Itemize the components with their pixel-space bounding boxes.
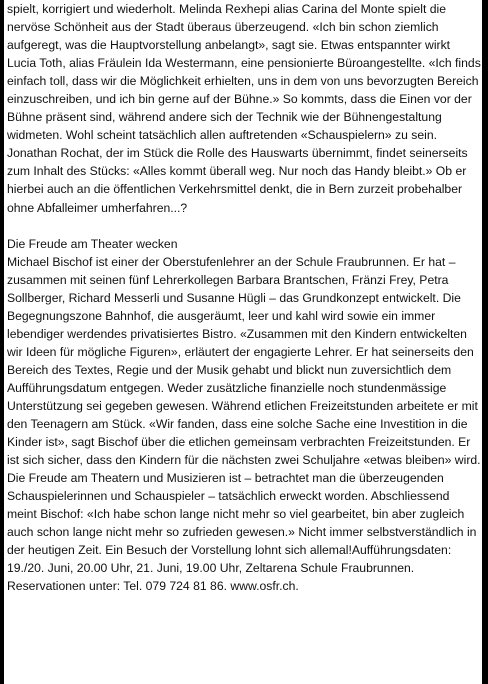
section-subheading: Die Freude am Theater wecken — [7, 236, 178, 251]
document-page — [4, 0, 482, 684]
paragraph-spacer — [7, 217, 482, 235]
article-paragraph-2: Michael Bischof ist einer der Oberstufenlehrer an der Schule Fraubrunnen. Er hat – zusammen mit seinen fünf Lehrerkollegen Barbara Brantschen, Fränzi Frey, Petra Sollberger, Richard Messerli und Susanne Hügli – das Grundkonzept entwickelt. Die Begegnungszone Bahnhof, die ausgeräumt, leer und kahl wird sowie ein immer lebendiger werdendes privatisiertes Bistro. «Zusammen mit den Kindern entwickelten wir Ideen für mögliche Figuren», erläutert der engagierte Lehrer. Er hat seinerseits den Bereich des Textes, Regie und der Musik gehabt und blickt nun zuversichtlich dem Aufführungsdatum entgegen. Weder zusätzliche finanzielle noch stundenmässige Unterstützung sei gegeben gewesen. Während etlichen Freizeitstunden arbeitete er mit den Teenagern am Stück. «Wir fanden, dass eine solche Sache eine Investition in die Kinder ist», sagt Bischof über die etlichen gemeinsam verbrachten Freizeitstunden. Er ist sich sicher, dass den Kindern für die nächsten zwei Schuljahre «etwas bleiben» wird. Die Freude am Theatern und Musizieren ist – betrachtet man die überzeugenden Schauspielerinnen und Schauspieler – tatsächlich erweckt worden. Abschliessend meint Bischof: «Ich habe schon lange nicht mehr so viel gearbeitet, bin aber zugleich auch schon lange nicht mehr so zufrieden gewesen.» Nicht immer selbstverständlich in der heutigen Zeit. Ein Besuch der Vorstellung lohnt sich allemal!Aufführungsdaten: 19./20. Juni, 20.00 Uhr, 21. Juni, 19.00 Uhr, Zeltarena Schule Fraubrunnen. Reservationen unter: Tel. 079 724 81 86. www.osfr.ch. — [7, 254, 481, 594]
article-paragraph-1: spielt, korrigiert und wiederholt. Melinda Rexhepi alias Carina del Monte spielt die nervöse Schönheit aus der Stadt überaus überzeugend. «Ich bin schon ziemlich aufgeregt, was die Hauptvorstellung anbelangt», sagt sie. Etwas entspannter wirkt Lucia Toth, alias Fräulein Ida Westermann, eine pensionierte Büroangestellte. «Ich finds einfach toll, dass wir die Möglichkeit erhielten, uns in dem von uns bevorzugten Bereich einzuschreiben, und ich bin gerne auf der Bühne.» So kommts, dass die Einen vor der Bühne präsent sind, während andere sich der Technik wie der Bühnengestaltung widmeten. Wohl scheint tatsächlich allen auftretenden «Schauspielern» zu sein. Jonathan Rochat, der im Stück die Rolle des Hauswarts übernimmt, findet seinerseits zum Inhalt des Stücks: «Alles kommt überall weg. Nur noch das Handy bleibt.» Ob er hierbei auch an die öffentlichen Verkehrsmittel denkt, die in Bern zurzeit probehalber ohne Abfalleimer umherfahren...? — [7, 2, 481, 215]
